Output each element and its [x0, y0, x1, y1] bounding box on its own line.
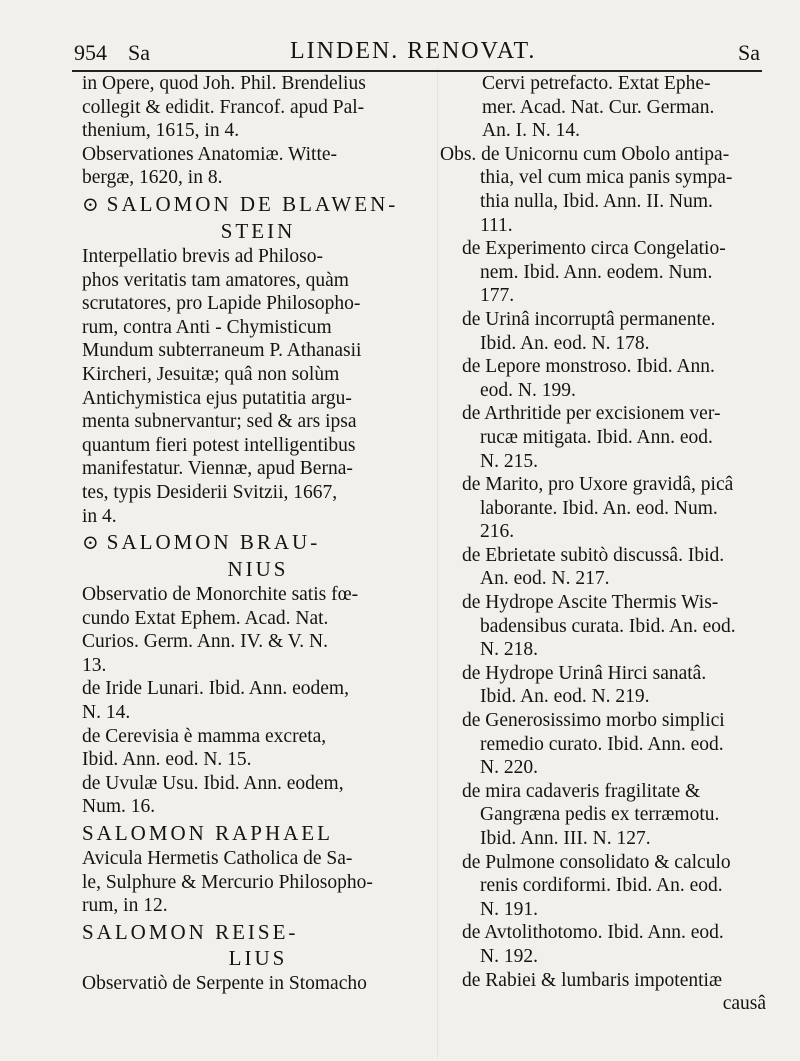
text-line: renis cordiformi. Ibid. An. eod. — [480, 875, 723, 897]
text-line: Interpellatio brevis ad Philoso- — [82, 245, 323, 267]
right-entry — [440, 591, 766, 662]
right-entry — [440, 308, 766, 355]
author-heading-blawenstein-cont — [82, 219, 434, 243]
text-line: de Cerevisia è mamma excreta, — [82, 725, 327, 747]
heading-line: STEIN — [220, 218, 296, 243]
text-line: quantum fieri potest intelligentibus — [82, 434, 356, 456]
text-line: N. 191. — [480, 898, 538, 920]
right-entry — [440, 851, 766, 922]
text-line: Avicula Hermetis Catholica de Sa- — [82, 848, 353, 870]
text-line: Gangræna pedis ex terræmotu. — [480, 804, 720, 826]
author-heading-braunius-cont — [82, 557, 434, 581]
text-line: badensibus curata. Ibid. An. eod. — [480, 615, 736, 637]
circle-dot-icon: ⊙ — [82, 532, 99, 555]
text-line: in 4. — [82, 505, 117, 527]
text-line: 177. — [480, 285, 515, 307]
text-line: de Iride Lunari. Ibid. Ann. eodem, — [82, 678, 349, 700]
text-line: rum, contra Anti - Chymisticum — [82, 316, 332, 338]
text-line: Observatiò de Serpente in Stomacho — [82, 972, 367, 994]
text-line: eod. N. 199. — [480, 379, 576, 401]
text-line: An. eod. N. 217. — [480, 568, 610, 590]
text-line: cundo Extat Ephem. Acad. Nat. — [82, 607, 329, 629]
heading-line: SALOMON REISE- — [82, 919, 299, 944]
text-line: Mundum subterraneum P. Athanasii — [82, 340, 362, 362]
right-entry — [440, 355, 766, 402]
braunius-work-1 — [82, 583, 434, 677]
right-entry — [440, 237, 766, 308]
text-line: in Opere, quod Joh. Phil. Brendelius — [82, 73, 366, 94]
running-header — [0, 36, 800, 70]
author-heading-blawenstein — [82, 192, 434, 217]
text-line: de Pulmone consolidato & calculo — [462, 851, 731, 873]
heading-line: SALOMON DE BLAWEN- — [106, 191, 399, 216]
right-entry — [440, 544, 766, 591]
text-line: An. I. N. 14. — [482, 120, 581, 142]
right-column — [440, 72, 766, 1016]
header-left-key: Sa — [128, 40, 150, 65]
right-entry — [440, 921, 766, 968]
text-line: de Hydrope Ascite Thermis Wis- — [462, 592, 719, 614]
text-line: collegit & edidit. Francof. apud Pal- — [82, 96, 365, 118]
text-line: thenium, 1615, in 4. — [82, 120, 240, 142]
heading-line: SALOMON BRAU- — [106, 530, 321, 555]
heading-line: SALOMON RAPHAEL — [82, 821, 333, 846]
text-line: Observatio de Monorchite satis fœ- — [82, 584, 359, 606]
right-entry — [440, 969, 766, 1016]
text-line: de Hydrope Urinâ Hirci sanatâ. — [462, 662, 707, 684]
text-line: mer. Acad. Nat. Cur. German. — [482, 96, 715, 118]
text-line: tes, typis Desiderii Svitzii, 1667, — [82, 481, 338, 503]
text-line: scrutatores, pro Lapide Philosopho- — [82, 293, 361, 315]
text-line: de Ebrietate subitò discussâ. Ibid. — [462, 544, 725, 566]
text-line: Kircheri, Jesuitæ; quâ non solùm — [82, 363, 340, 385]
right-entry — [440, 662, 766, 709]
text-line: rum, in 12. — [82, 895, 168, 917]
text-line: de Lepore monstroso. Ibid. Ann. — [462, 356, 715, 378]
text-line: Num. 16. — [82, 796, 156, 818]
observationes-anatomiae-entry — [82, 143, 434, 190]
text-line: Observationes Anatomiæ. Witte- — [82, 143, 338, 165]
text-line: de Marito, pro Uxore gravidâ, picâ — [462, 474, 734, 496]
text-line: Antichymistica ejus putatitia argu- — [82, 387, 352, 409]
author-heading-reiselius — [82, 920, 434, 944]
text-line: Obs. de Unicornu cum Obolo antipa- — [440, 143, 730, 165]
right-entry — [440, 709, 766, 780]
text-line: laborante. Ibid. An. eod. Num. — [480, 497, 718, 519]
blawenstein-work — [82, 245, 434, 528]
heading-line: NIUS — [227, 557, 289, 582]
text-line: de Urinâ incorruptâ permanente. — [462, 308, 716, 330]
text-line: de Generosissimo morbo simplici — [462, 710, 725, 732]
text-line: rucæ mitigata. Ibid. Ann. eod. — [480, 426, 713, 448]
text-line: bergæ, 1620, in 8. — [82, 167, 223, 189]
running-title: LINDEN. RENOVAT. — [290, 38, 537, 64]
text-line: N. 218. — [480, 639, 538, 661]
right-entry — [440, 780, 766, 851]
text-line: Ibid. Ann. III. N. 127. — [480, 828, 651, 849]
text-line: thia nulla, Ibid. Ann. II. Num. — [480, 190, 713, 212]
text-line: de mira cadaveris fragilitate & — [462, 780, 701, 802]
raphael-work — [82, 847, 434, 918]
right-entry — [440, 402, 766, 473]
heading-line: LIUS — [228, 945, 288, 970]
braunius-work-3 — [82, 725, 434, 772]
right-entry — [440, 473, 766, 544]
text-line: N. 192. — [480, 945, 538, 967]
author-heading-braunius — [82, 530, 434, 555]
right-entry — [440, 143, 766, 237]
text-line: le, Sulphure & Mercurio Philosopho- — [82, 871, 373, 893]
text-line: 13. — [82, 654, 107, 676]
text-line: causâ — [722, 993, 766, 1015]
braunius-work-2 — [82, 677, 434, 724]
text-line: 111. — [480, 214, 513, 236]
right-entry — [440, 72, 766, 143]
text-line: Ibid. An. eod. N. 219. — [480, 686, 650, 708]
text-line: de Avtolithotomo. Ibid. Ann. eod. — [462, 922, 724, 944]
text-line: Curios. Germ. Ann. IV. & V. N. — [82, 631, 328, 653]
text-line: phos veritatis tam amatores, quàm — [82, 269, 349, 291]
braunius-work-4 — [82, 772, 434, 819]
text-line: de Uvulæ Usu. Ibid. Ann. eodem, — [82, 772, 344, 794]
author-heading-reiselius-cont — [82, 946, 434, 970]
reiselius-work — [82, 972, 434, 996]
text-line: de Rabiei & lumbaris impotentiæ — [462, 969, 722, 991]
author-heading-raphael — [82, 821, 434, 845]
column-gutter — [437, 68, 438, 1058]
text-line: 216. — [480, 521, 515, 543]
text-line: N. 220. — [480, 757, 538, 779]
text-line: N. 215. — [480, 450, 538, 472]
text-line: nem. Ibid. Ann. eodem. Num. — [480, 261, 713, 283]
brendelius-continuation — [82, 72, 434, 143]
text-line: Cervi petrefacto. Extat Ephe- — [482, 73, 711, 94]
text-line: de Arthritide per excisionem ver- — [462, 403, 721, 425]
text-line: manifestatur. Viennæ, apud Berna- — [82, 458, 353, 480]
text-line: de Experimento circa Congelatio- — [462, 238, 726, 260]
text-line: N. 14. — [82, 702, 131, 724]
text-line: remedio curato. Ibid. Ann. eod. — [480, 733, 724, 755]
text-line: Ibid. Ann. eod. N. 15. — [82, 749, 252, 771]
text-line: menta subnervantur; sed & ars ipsa — [82, 411, 357, 433]
left-column — [82, 72, 434, 995]
page-number: 954 — [74, 40, 107, 65]
text-line: Ibid. An. eod. N. 178. — [480, 332, 650, 354]
circle-dot-icon: ⊙ — [82, 193, 99, 216]
text-line: thia, vel cum mica panis sympa- — [480, 167, 733, 189]
header-right-key: Sa — [738, 40, 760, 65]
